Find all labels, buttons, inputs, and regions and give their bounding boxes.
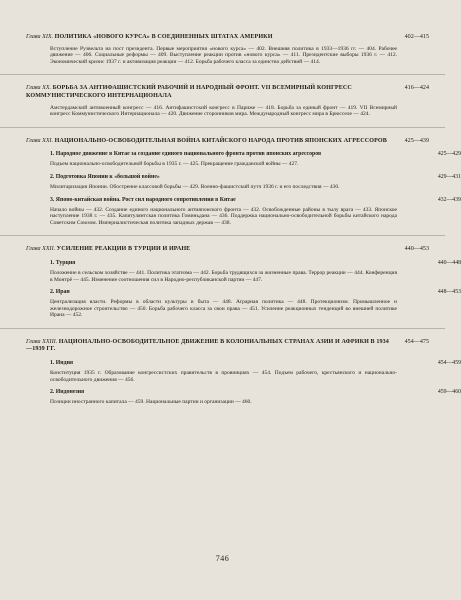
chapter-21	[26, 137, 461, 227]
section-title: 2. Иран	[50, 289, 70, 296]
section-summary: Позиции иностранного капитала — 459. Национальные партии и организации — 460.	[50, 399, 252, 406]
section-pages: 425—429	[437, 151, 461, 158]
chapter-heading	[26, 34, 429, 42]
chapter-title: НАЦИОНАЛЬНО-ОСВОБОДИТЕЛЬНОЕ ДВИЖЕНИЕ В КОЛОНИАЛЬНЫХ СТРАНАХ АЗИИ И АФРИКИ В 1934—1939 ГГ.	[26, 338, 389, 353]
chapter-number: Глава XXIII.	[26, 338, 58, 345]
section	[26, 360, 461, 383]
section-pages: 459—460	[437, 389, 461, 396]
chapter-number: Глава XIX.	[26, 34, 54, 40]
divider	[0, 235, 445, 236]
section	[26, 196, 461, 227]
chapter-heading	[26, 339, 429, 354]
section-title: 1. Турция	[50, 259, 76, 266]
section-pages: 454—459	[437, 360, 461, 367]
section-pages: 440—448	[437, 259, 461, 266]
section-pages: 432—439	[437, 196, 461, 203]
section-title: 2. Индонезия	[50, 389, 85, 396]
chapter-pages: 425—439	[404, 137, 429, 144]
section	[26, 151, 461, 168]
chapter-23	[26, 338, 461, 406]
section	[26, 289, 461, 319]
section-summary: Положение в сельском хозяйстве — 441. Политика этатизма — 442. Борьба трудящихся за жизненные права. Террор реакции — 444. Конференция в Монтрё — 445. Изменение соотношения сил в Народно-республиканской партии — 447.	[50, 269, 397, 283]
section	[26, 173, 461, 191]
chapter-20	[26, 85, 429, 117]
section-summary: Подъем национально-освободительной борьбы в 1935 г. — 425. Прекращение гражданской войны — 427.	[50, 161, 299, 168]
section-summary: Конституция 1935 г. Образование конгрессистских правительств в провинциях — 454. Подъем рабочего, крестьянского и национально-освободительного движения — 456.	[50, 370, 397, 383]
chapter-heading	[26, 138, 429, 146]
chapter-19	[26, 34, 429, 65]
chapter-summary: Вступление Рузвельта на пост президента. Первые мероприятия «нового курса» — 402. Внешняя политика в 1933—1936 гг. — 404. Рабочее движение — 406. Социальные реформы — 409. Выступление реакции против «нового курса» — 411. Президентские выборы 1936 г. — 412. Экономический кризис 1937 г. и активизация реакции — 412. Борьба рабочего класса за единство действий — 414.	[50, 45, 397, 65]
chapter-title: НАЦИОНАЛЬНО-ОСВОБОДИТЕЛЬНАЯ ВОЙНА КИТАЙСКОГО НАРОДА ПРОТИВ ЯПОНСКИХ АГРЕССОРОВ	[54, 137, 387, 144]
divider	[0, 328, 445, 329]
section-title: 1. Индия	[50, 360, 74, 367]
chapter-heading	[26, 246, 429, 254]
page-number: 746	[215, 554, 230, 563]
section-summary: Начало войны — 432. Создание единого национального антияпонского фронта — 432. Освобожденные районы в тылу врага — 433. Японское наступление 1938 г. — 435. Капитулянтская политика Гоминьдана — 436. Поддержка национально-освободительной борьбы китайского народа Советским Союзом. Империалистическая политика западных держав — 438.	[50, 206, 397, 226]
section-summary: Милитаризация Японии. Обострение классовой борьбы — 429. Военно-фашистский путч 1936 г. и его последствия — 430.	[50, 183, 340, 190]
chapter-heading	[26, 85, 429, 100]
chapter-pages: 440—453	[404, 246, 429, 253]
chapter-number: Глава XXII.	[26, 246, 56, 253]
section-pages: 429—431	[437, 173, 461, 180]
section-title: 1. Народное движение в Китае за создание единого национального фронта против японских агрессоров	[50, 151, 322, 158]
chapter-title: УСИЛЕНИЕ РЕАКЦИИ В ТУРЦИИ И ИРАНЕ	[56, 246, 191, 253]
section-summary: Централизация власти. Реформы в области культуры и быта — 448. Аграрная политика — 448. Протекционизм. Промышленное и железнодорожное строительство — 450. Борьба рабочего класса за свои права — 451. Усиление реакционных тенденций во внешней политике Ирана — 452.	[50, 299, 397, 319]
section	[26, 259, 461, 283]
chapter-pages: 454—475	[404, 338, 429, 345]
chapter-summary: Амстердамский антивоенный конгресс — 416. Антифашистский конгресс в Париже — 418. Борьба за единый фронт — 419. VII Всемирный конгресс Коммунистического Интернационала — 420. Движение сторонников мира. Международный конгресс мира в Брюсселе — 424.	[50, 104, 397, 118]
section	[26, 389, 461, 406]
section-title: 2. Подготовка Японии к «большой войне»	[50, 173, 160, 180]
chapter-title: БОРЬБА ЗА АНТИФАШИСТСКИЙ РАБОЧИЙ И НАРОДНЫЙ ФРОНТ. VII ВСЕМИРНЫЙ КОНГРЕСС КОММУНИСТИЧЕСКОГО ИНТЕРНАЦИОНАЛА	[26, 85, 352, 99]
divider	[0, 127, 445, 128]
section-title: 3. Японо-китайская война. Рост сил народного сопротивления в Китае	[50, 196, 236, 203]
chapter-pages: 402—415	[404, 34, 429, 40]
divider	[0, 74, 445, 75]
chapter-pages: 416—424	[404, 85, 429, 92]
chapter-22	[26, 246, 461, 319]
chapter-title: ПОЛИТИКА «НОВОГО КУРСА» В СОЕДИНЕННЫХ ШТАТАХ АМЕРИКИ	[54, 34, 273, 40]
chapter-number: Глава XXI.	[26, 137, 54, 144]
chapter-number: Глава XX.	[26, 85, 52, 92]
section-pages: 448—453	[437, 289, 461, 296]
